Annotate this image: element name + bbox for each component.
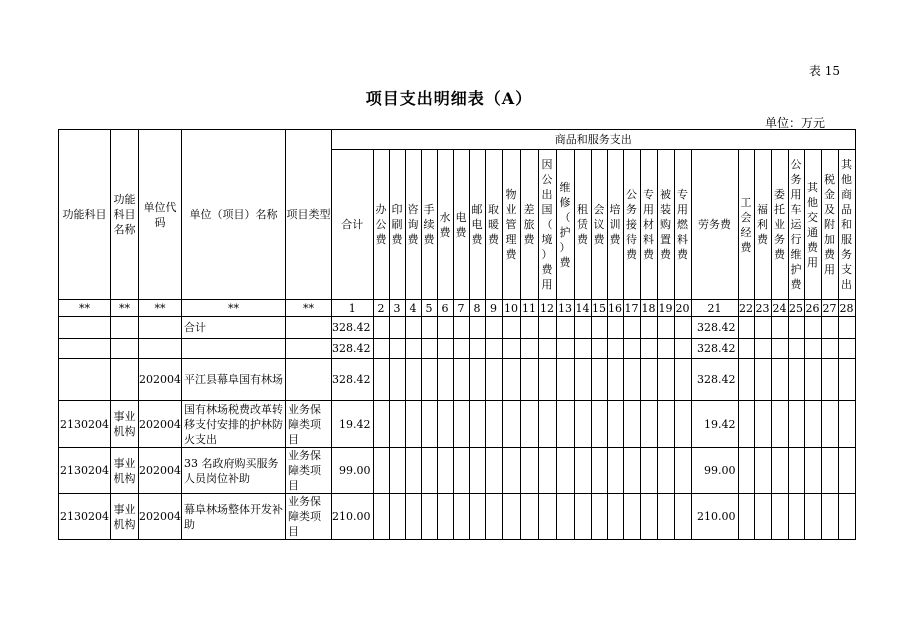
cell-func-name: 事业机构 (111, 448, 139, 494)
cell-empty (623, 401, 640, 448)
cell-empty (674, 448, 691, 494)
cell-empty (657, 448, 674, 494)
cell-project-type: 业务保障类项目 (286, 401, 332, 448)
cell-total: 328.42 (332, 339, 374, 359)
cell-empty (771, 339, 788, 359)
cell-empty (405, 359, 421, 401)
header-item: 差 旅 费 (520, 150, 538, 300)
header-total: 合计 (332, 150, 374, 300)
cell-empty (373, 317, 389, 339)
index-number: 19 (658, 301, 673, 315)
index-number: 7 (453, 300, 469, 317)
cell-empty (421, 359, 437, 401)
cell-empty (485, 339, 502, 359)
cell-empty (754, 401, 771, 448)
cell-empty (623, 339, 640, 359)
cell-unit-code (139, 339, 182, 359)
cell-empty (640, 317, 657, 339)
cell-empty (502, 401, 520, 448)
cell-unit-code: 202004 (139, 359, 182, 401)
cell-empty (485, 448, 502, 494)
cell-empty (520, 401, 538, 448)
header-item: 委 托 业 务 费 (771, 150, 788, 300)
cell-empty (502, 494, 520, 540)
cell-empty (771, 317, 788, 339)
cell-empty (591, 494, 607, 540)
cell-empty (485, 401, 502, 448)
cell-empty (754, 359, 771, 401)
cell-project-type (286, 359, 332, 401)
index-number: 18 (641, 301, 656, 315)
index-number: 10 (504, 301, 518, 315)
cell-empty (754, 448, 771, 494)
cell-empty (405, 494, 421, 540)
cell-empty (640, 359, 657, 401)
cell-total: 210.00 (332, 494, 374, 540)
cell-empty (657, 317, 674, 339)
cell-empty (804, 494, 821, 540)
index-number: 11 (522, 301, 536, 315)
cell-func-name (111, 317, 139, 339)
cell-func-name: 事业机构 (111, 401, 139, 448)
header-item: 会 议 费 (591, 150, 607, 300)
index-number: 6 (437, 300, 453, 317)
cell-project-type (286, 339, 332, 359)
cell-empty (574, 401, 591, 448)
cell-empty (453, 359, 469, 401)
index-number: 14 (575, 301, 590, 315)
header-project-type: 项目类型 (286, 130, 332, 300)
cell-unit-code (139, 317, 182, 339)
cell-empty (623, 359, 640, 401)
cell-empty (607, 317, 623, 339)
header-item: 福 利 费 (754, 150, 771, 300)
cell-empty (771, 359, 788, 401)
cell-empty (520, 359, 538, 401)
cell-empty (453, 339, 469, 359)
index-stars: ** (139, 300, 182, 317)
cell-empty (804, 448, 821, 494)
cell-empty (607, 401, 623, 448)
cell-empty (421, 448, 437, 494)
cell-func (59, 359, 111, 401)
cell-empty (421, 339, 437, 359)
cell-empty (556, 494, 574, 540)
cell-empty (520, 317, 538, 339)
cell-project-type: 业务保障类项目 (286, 448, 332, 494)
header-item: 专 用 燃 料 费 (674, 150, 691, 300)
cell-labor: 328.42 (691, 359, 738, 401)
cell-empty (738, 359, 754, 401)
cell-empty (788, 448, 804, 494)
cell-empty (520, 339, 538, 359)
cell-empty (556, 317, 574, 339)
cell-empty (389, 339, 405, 359)
header-func-name: 功能科目名称 (111, 130, 139, 300)
cell-empty (469, 448, 485, 494)
index-number: 20 (675, 301, 690, 315)
cell-func (59, 339, 111, 359)
cell-empty (485, 317, 502, 339)
cell-unit-code: 202004 (139, 401, 182, 448)
header-item: 邮 电 费 (469, 150, 485, 300)
index-number: 28 (839, 301, 854, 315)
cell-empty (373, 359, 389, 401)
cell-empty (520, 494, 538, 540)
cell-empty (623, 494, 640, 540)
cell-unit-name (182, 339, 286, 359)
cell-unit-name: 平江县幕阜国有林场 (182, 359, 286, 401)
cell-empty (771, 448, 788, 494)
header-item: 工 会 经 费 (738, 150, 754, 300)
cell-empty (389, 448, 405, 494)
table-row (59, 494, 856, 540)
cell-empty (821, 448, 838, 494)
cell-empty (453, 317, 469, 339)
cell-empty (838, 359, 855, 401)
index-number: 13 (558, 301, 572, 315)
cell-empty (788, 359, 804, 401)
cell-empty (538, 401, 556, 448)
cell-empty (538, 317, 556, 339)
cell-empty (591, 359, 607, 401)
cell-empty (754, 339, 771, 359)
header-item: 税 金 及 附 加 费 用 (821, 150, 838, 300)
cell-empty (389, 401, 405, 448)
cell-func: 2130204 (59, 401, 111, 448)
cell-empty (607, 339, 623, 359)
cell-empty (574, 317, 591, 339)
cell-empty (405, 401, 421, 448)
cell-empty (373, 494, 389, 540)
index-stars: ** (286, 300, 332, 317)
cell-total: 19.42 (332, 401, 374, 448)
cell-empty (469, 339, 485, 359)
cell-empty (821, 339, 838, 359)
cell-project-type (286, 317, 332, 339)
cell-empty (623, 448, 640, 494)
cell-empty (437, 401, 453, 448)
cell-empty (389, 494, 405, 540)
cell-empty (556, 401, 574, 448)
cell-empty (538, 448, 556, 494)
cell-total: 99.00 (332, 448, 374, 494)
cell-empty (502, 339, 520, 359)
cell-empty (838, 494, 855, 540)
cell-empty (520, 448, 538, 494)
cell-empty (389, 317, 405, 339)
cell-empty (640, 494, 657, 540)
cell-empty (788, 401, 804, 448)
header-item: 劳务费 (691, 150, 738, 300)
index-number: 15 (592, 301, 606, 315)
cell-empty (657, 494, 674, 540)
table-row (59, 448, 856, 494)
cell-empty (469, 401, 485, 448)
cell-empty (838, 448, 855, 494)
cell-empty (574, 494, 591, 540)
cell-empty (674, 494, 691, 540)
cell-empty (373, 339, 389, 359)
header-item: 办 公 费 (373, 150, 389, 300)
cell-empty (674, 359, 691, 401)
cell-func-name (111, 359, 139, 401)
index-number: 4 (405, 300, 421, 317)
cell-empty (838, 401, 855, 448)
cell-empty (437, 448, 453, 494)
cell-empty (738, 401, 754, 448)
index-number: 25 (789, 301, 803, 315)
cell-empty (591, 339, 607, 359)
cell-empty (788, 494, 804, 540)
cell-unit-name: 合计 (182, 317, 286, 339)
cell-empty (591, 448, 607, 494)
cell-empty (738, 317, 754, 339)
cell-empty (453, 494, 469, 540)
cell-empty (607, 494, 623, 540)
header-item: 公 务 接 待 费 (623, 150, 640, 300)
index-number: 16 (608, 301, 622, 315)
cell-empty (373, 401, 389, 448)
cell-empty (821, 317, 838, 339)
cell-empty (640, 401, 657, 448)
header-item: 咨 询 费 (405, 150, 421, 300)
cell-empty (804, 317, 821, 339)
cell-empty (771, 494, 788, 540)
cell-project-type: 业务保障类项目 (286, 494, 332, 540)
table-row (59, 339, 856, 359)
cell-empty (657, 401, 674, 448)
cell-empty (804, 339, 821, 359)
cell-empty (437, 339, 453, 359)
cell-empty (485, 359, 502, 401)
cell-labor: 210.00 (691, 494, 738, 540)
cell-empty (502, 317, 520, 339)
cell-empty (771, 401, 788, 448)
cell-empty (405, 448, 421, 494)
header-item: 手 续 费 (421, 150, 437, 300)
cell-empty (738, 494, 754, 540)
cell-empty (838, 317, 855, 339)
cell-unit-name: 33 名政府购买服务人员岗位补助 (182, 448, 286, 494)
cell-empty (754, 494, 771, 540)
table-row (59, 317, 856, 339)
cell-empty (674, 317, 691, 339)
cell-empty (674, 339, 691, 359)
cell-func: 2130204 (59, 448, 111, 494)
cell-empty (821, 401, 838, 448)
cell-empty (389, 359, 405, 401)
table-number: 表 15 (808, 64, 840, 78)
header-item: 水 费 (437, 150, 453, 300)
cell-labor: 99.00 (691, 448, 738, 494)
cell-empty (738, 448, 754, 494)
cell-empty (421, 317, 437, 339)
cell-empty (574, 448, 591, 494)
cell-empty (405, 339, 421, 359)
cell-empty (821, 494, 838, 540)
index-number: 5 (421, 300, 437, 317)
header-item: 其 他 商 品 和 服 务 支 出 (838, 150, 855, 300)
index-number: 27 (822, 301, 837, 315)
index-number: 22 (739, 301, 753, 315)
cell-empty (574, 359, 591, 401)
cell-unit-code: 202004 (139, 448, 182, 494)
cell-empty (469, 359, 485, 401)
cell-empty (607, 359, 623, 401)
cell-labor: 19.42 (691, 401, 738, 448)
cell-empty (591, 401, 607, 448)
cell-empty (421, 494, 437, 540)
index-row (59, 300, 856, 317)
cell-empty (373, 448, 389, 494)
cell-empty (556, 448, 574, 494)
cell-empty (437, 494, 453, 540)
header-item: 被 装 购 置 费 (657, 150, 674, 300)
index-number: 9 (485, 300, 502, 317)
index-number: 8 (469, 300, 485, 317)
header-item: 印 刷 费 (389, 150, 405, 300)
page-title: 项目支出明细表（A） (365, 89, 533, 108)
index-number: 17 (624, 301, 639, 315)
cell-empty (804, 359, 821, 401)
index-number: 3 (389, 300, 405, 317)
header-item: 租 赁 费 (574, 150, 591, 300)
cell-empty (788, 339, 804, 359)
cell-empty (453, 448, 469, 494)
cell-func (59, 317, 111, 339)
cell-empty (538, 339, 556, 359)
cell-unit-code: 202004 (139, 494, 182, 540)
index-stars: ** (59, 300, 111, 317)
cell-empty (640, 339, 657, 359)
cell-empty (437, 317, 453, 339)
cell-empty (674, 401, 691, 448)
cell-empty (502, 359, 520, 401)
cell-labor: 328.42 (691, 339, 738, 359)
cell-func: 2130204 (59, 494, 111, 540)
header-row-group (59, 130, 856, 150)
cell-unit-name: 国有林场税费改革转移支付安排的护林防火支出 (182, 401, 286, 448)
cell-empty (556, 339, 574, 359)
index-number: 2 (373, 300, 389, 317)
cell-empty (538, 494, 556, 540)
header-item: 其 他 交 通 费 用 (804, 150, 821, 300)
cell-empty (788, 317, 804, 339)
cell-empty (623, 317, 640, 339)
header-item: 取 暖 费 (485, 150, 502, 300)
cell-total: 328.42 (332, 317, 374, 339)
index-number: 1 (332, 300, 374, 317)
cell-unit-name: 幕阜林场整体开发补助 (182, 494, 286, 540)
cell-empty (838, 339, 855, 359)
index-number: 24 (772, 301, 787, 315)
table-row (59, 359, 856, 401)
index-number: 21 (691, 300, 738, 317)
cell-empty (437, 359, 453, 401)
cell-empty (607, 448, 623, 494)
cell-func-name: 事业机构 (111, 494, 139, 540)
cell-empty (640, 448, 657, 494)
cell-empty (469, 494, 485, 540)
cell-empty (754, 317, 771, 339)
cell-empty (538, 359, 556, 401)
header-item: 专 用 材 料 费 (640, 150, 657, 300)
header-item: 因 公 出 国 （ 境 ） 费 用 (538, 150, 556, 300)
cell-empty (574, 339, 591, 359)
cell-empty (469, 317, 485, 339)
header-item: 电 费 (453, 150, 469, 300)
header-item: 公 务 用 车 运 行 维 护 费 (788, 150, 804, 300)
cell-empty (657, 359, 674, 401)
header-unit-code: 单位代码 (139, 130, 182, 300)
index-number: 26 (805, 301, 820, 315)
cell-empty (453, 401, 469, 448)
header-item: 物 业 管 理 费 (502, 150, 520, 300)
cell-empty (821, 359, 838, 401)
cell-empty (502, 448, 520, 494)
cell-total: 328.42 (332, 359, 374, 401)
cell-labor: 328.42 (691, 317, 738, 339)
cell-empty (405, 317, 421, 339)
cell-empty (556, 359, 574, 401)
expenditure-table (58, 129, 856, 540)
index-number: 23 (755, 301, 770, 315)
index-stars: ** (182, 300, 286, 317)
index-number: 12 (540, 301, 554, 315)
header-item: 维 修 （ 护 ） 费 (556, 150, 574, 300)
header-func: 功能科目 (59, 130, 111, 300)
cell-empty (738, 339, 754, 359)
header-item: 培 训 费 (607, 150, 623, 300)
index-stars: ** (111, 300, 139, 317)
cell-empty (421, 401, 437, 448)
cell-empty (591, 317, 607, 339)
cell-empty (485, 494, 502, 540)
cell-empty (657, 339, 674, 359)
unit-label: 单位：万元 (764, 116, 825, 130)
header-unit-name: 单位（项目）名称 (182, 130, 286, 300)
cell-func-name (111, 339, 139, 359)
table-row (59, 401, 856, 448)
cell-empty (804, 401, 821, 448)
header-goods-services: 商品和服务支出 (332, 130, 856, 150)
